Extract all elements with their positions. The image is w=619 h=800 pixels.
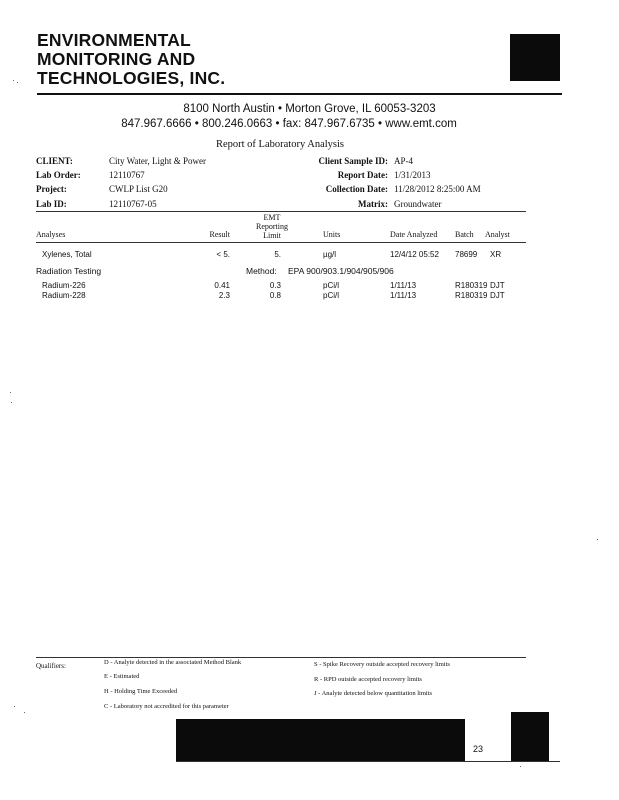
radium-226-limit: 0.3 — [269, 281, 281, 290]
radium-226-analyst: DJT — [490, 281, 505, 290]
client-sample-label: Client Sample ID: — [318, 156, 388, 166]
qualifiers-rule — [36, 657, 526, 658]
radium-226-date: 1/11/13 — [390, 281, 417, 290]
table-header-rule — [36, 242, 526, 243]
radium-228-result: 2.3 — [218, 291, 230, 300]
lab-id-value: 12110767-05 — [109, 199, 157, 209]
col-header-result: Result — [209, 230, 230, 239]
analyte-radium-226: Radium-226 — [42, 281, 86, 290]
project-value: CWLP List G20 — [109, 184, 168, 194]
client-value: City Water, Light & Power — [109, 156, 206, 166]
method-value: EPA 900/903.1/904/905/906 — [288, 266, 394, 276]
analyte-xylenes: Xylenes, Total — [42, 250, 92, 259]
project-label: Project: — [36, 184, 67, 194]
qualifier-e: E - Estimated — [104, 673, 140, 680]
radium-226-units: pCi/l — [323, 281, 340, 290]
scan-speck — [14, 706, 15, 707]
report-date-value: 1/31/2013 — [394, 170, 431, 180]
scan-speck — [17, 82, 18, 83]
matrix-value: Groundwater — [394, 199, 442, 209]
qualifier-s: S - Spike Recovery outside accepted recovery limits — [314, 661, 450, 668]
col-header-units: Units — [323, 230, 341, 239]
company-name-line1: ENVIRONMENTAL — [37, 30, 191, 50]
company-logo — [37, 31, 225, 88]
radium-228-batch: R180319 — [455, 291, 488, 300]
redaction-block-top — [510, 34, 560, 81]
header-rule — [37, 93, 562, 95]
qualifier-j: J - Analyte detected below quantitation limits — [314, 690, 433, 697]
col-header-emt-limit: EMT Reporting Limit — [256, 213, 288, 240]
qualifiers-label: Qualifiers: — [36, 662, 66, 670]
qualifier-c: C - Laboratory not accredited for this parameter — [104, 703, 229, 710]
xylenes-batch: 78699 — [455, 250, 478, 259]
scan-speck — [24, 712, 25, 713]
xylenes-units: µg/l — [323, 250, 337, 259]
analyte-radium-228: Radium-228 — [42, 291, 86, 300]
company-address: 8100 North Austin • Morton Grove, IL 60053-3203 — [183, 103, 436, 115]
radium-226-batch: R180319 — [455, 281, 488, 290]
collection-date-value: 11/28/2012 8:25:00 AM — [394, 184, 481, 194]
col-header-analyst: Analyst — [485, 230, 510, 239]
report-title: Report of Laboratory Analysis — [215, 139, 344, 150]
col-header-batch: Batch — [455, 230, 474, 239]
matrix-label: Matrix: — [358, 199, 388, 209]
scan-speck — [10, 392, 11, 393]
method-label: Method: — [246, 266, 277, 276]
scan-speck — [597, 539, 598, 540]
col-header-date-analyzed: Date Analyzed — [390, 230, 438, 239]
xylenes-analyst: XR — [490, 250, 502, 259]
scan-speck — [13, 80, 14, 81]
qualifier-h: H - Holding Time Exceeded — [104, 688, 178, 695]
footer-rule — [176, 761, 560, 762]
client-label: CLIENT: — [36, 156, 73, 166]
section-radiation-testing: Radiation Testing — [36, 266, 102, 276]
page-number: 23 — [473, 744, 484, 754]
radium-226-result: 0.41 — [214, 281, 230, 290]
scan-speck — [520, 766, 521, 767]
radium-228-analyst: DJT — [490, 291, 505, 300]
xylenes-date: 12/4/12 05:52 — [390, 250, 439, 259]
xylenes-limit: 5. — [274, 250, 281, 259]
company-contact: 847.967.6666 • 800.246.0663 • fax: 847.967.6735 • www.emt.com — [121, 118, 457, 130]
redaction-block-footer — [176, 719, 465, 761]
collection-date-label: Collection Date: — [325, 184, 388, 194]
qualifier-d: D - Analyte detected in the associated Method Blank — [104, 659, 242, 666]
client-sample-value: AP-4 — [394, 156, 414, 166]
lab-order-label: Lab Order: — [36, 170, 81, 180]
qualifier-r: R - RPD outside accepted recovery limits — [314, 676, 422, 683]
lab-order-value: 12110767 — [109, 170, 145, 180]
radium-228-units: pCi/l — [323, 291, 340, 300]
redaction-block-corner — [511, 712, 549, 761]
info-rule — [36, 211, 526, 212]
lab-id-label: Lab ID: — [36, 199, 67, 209]
scan-speck — [11, 402, 12, 403]
company-name-line2: MONITORING AND — [37, 49, 196, 69]
radium-228-limit: 0.8 — [269, 291, 281, 300]
col-header-analyses: Analyses — [36, 230, 66, 239]
xylenes-result: < 5. — [216, 250, 230, 259]
report-date-label: Report Date: — [337, 170, 388, 180]
radium-228-date: 1/11/13 — [390, 291, 417, 300]
company-name-line3: TECHNOLOGIES, INC. — [37, 68, 226, 88]
